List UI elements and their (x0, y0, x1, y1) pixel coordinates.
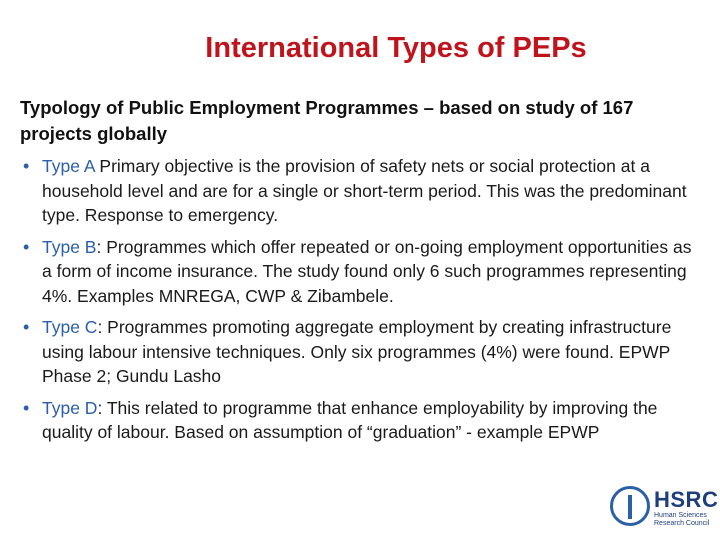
type-label: Type D (42, 397, 98, 418)
bullet-item (20, 315, 692, 389)
type-label: Type C (42, 317, 98, 337)
bullet-item (20, 235, 692, 309)
bullet-text: : Programmes promoting aggregate employment by creating infrastructure using labour intensive techniques. Only six programmes (4%) were found. EPWP Phase 2; Gundu Lasho (42, 317, 672, 386)
bullet-text: : This related to programme that enhance employability by improving the quality of labour. Based on assumption of “graduation” - example EPWP (42, 397, 658, 442)
bullet-text: Primary objective is the provision of safety nets or social protection at a household level and are for a single or short-term period. This was the predominant type. Response to emergency. (42, 156, 687, 225)
hsrc-emblem-icon (610, 486, 650, 526)
type-label: Type A (42, 156, 95, 176)
bullet-text: : Programmes which offer repeated or on-going employment opportunities as a form of income insurance. The study found only 6 such programmes representing 4%. Examples MNREGA, CWP & Zibambele. (42, 236, 692, 306)
bullet-dot-icon: • (23, 317, 30, 337)
bullet-item (20, 154, 692, 228)
slide-title: International Types of PEPs (205, 32, 587, 64)
logo-subtitle: Human Sciences Research Council (654, 512, 710, 527)
bullet-dot-icon: • (23, 156, 30, 176)
logo-name: HSRC (654, 487, 719, 512)
bullet-item (20, 396, 692, 445)
hsrc-logo (610, 484, 720, 540)
bullet-dot-icon: • (23, 397, 30, 418)
bullet-dot-icon: • (23, 236, 30, 257)
slide-subtitle: Typology of Public Employment Programmes – based on study of 167 projects globally (20, 97, 634, 144)
bullet-list (20, 154, 692, 452)
type-label: Type B (42, 236, 97, 257)
